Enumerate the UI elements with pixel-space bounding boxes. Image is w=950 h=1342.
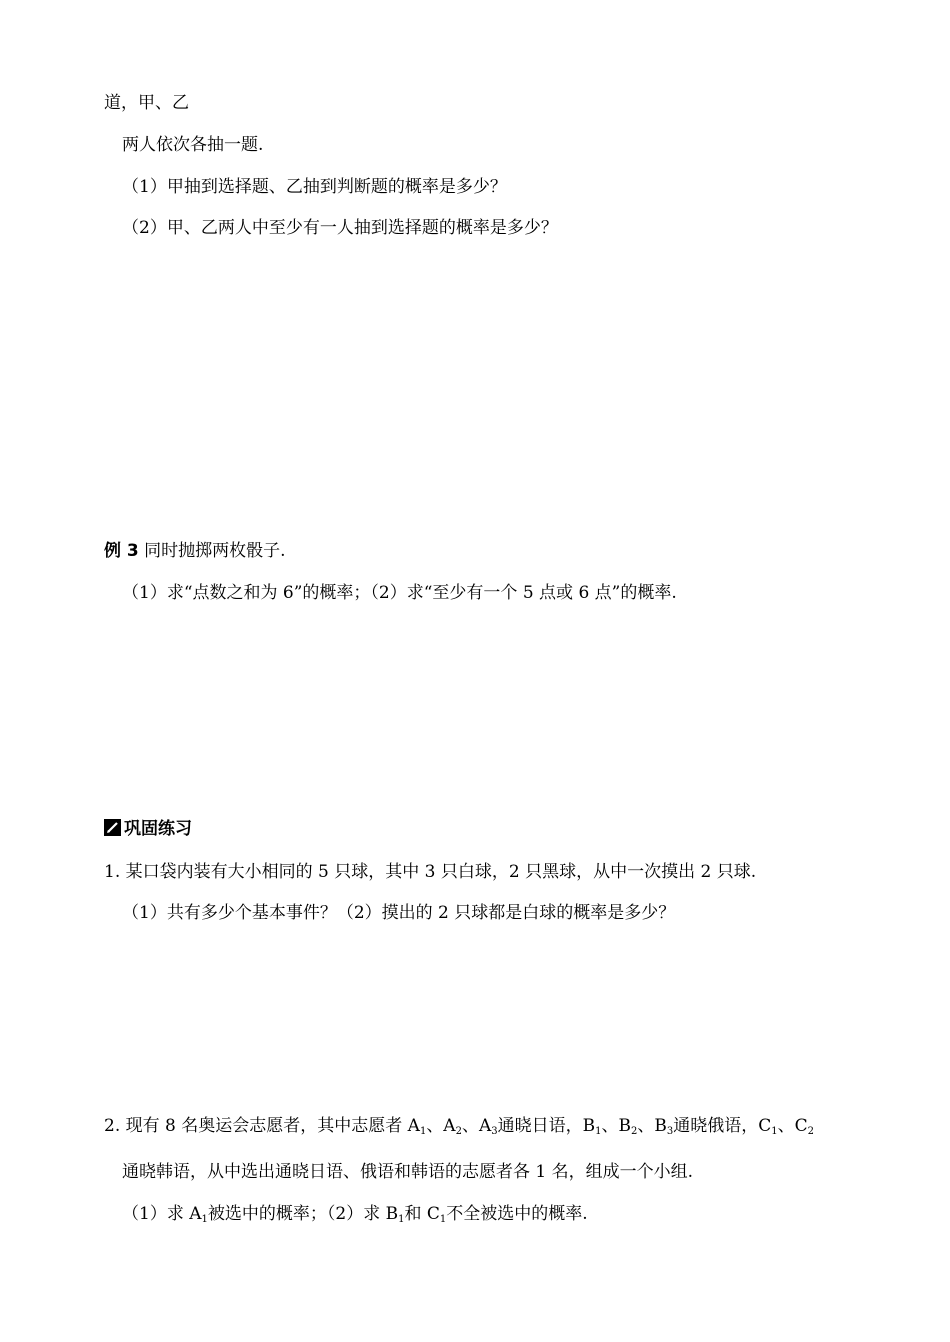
example-3-question: （1）求“点数之和为 6”的概率；（2）求“至少有一个 5 点或 6 点”的概率. [122, 583, 677, 603]
practice-2-line-2: 通晓韩语，从中选出通晓日语、俄语和韩语的志愿者各 1 名，组成一个小组. [122, 1162, 694, 1182]
example-3-label: 例 3 [104, 541, 139, 561]
practice-heading [104, 818, 192, 840]
ex2-line-2: 两人依次各抽一题. [122, 135, 264, 155]
practice-title: 巩固练习 [124, 819, 192, 839]
example-3 [104, 540, 286, 562]
ex2-question-2: （2）甲、乙两人中至少有一人抽到选择题的概率是多少？ [122, 218, 558, 238]
practice-2-line-1: 2. 现有 8 名奥运会志愿者，其中志愿者 $A_1$、$A_2$、$A_3$通晓日语，$B_1$、$B_2$、$B_3$通晓俄语，$C_1$、$C_2$ [104, 1116, 815, 1137]
ex2-question-1: （1）甲抽到选择题、乙抽到判断题的概率是多少？ [122, 177, 507, 197]
pencil-icon [104, 819, 121, 836]
ex2-line-1: 道，甲、乙 [104, 93, 189, 113]
practice-1-text: 1. 某口袋内装有大小相同的 5 只球，其中 3 只白球，2 只黑球，从中一次摸出 2 只球. [104, 862, 757, 882]
example-3-text: 同时抛掷两枚骰子. [144, 541, 286, 561]
practice-1-question: （1）共有多少个基本事件？（2）摸出的 2 只球都是白球的概率是多少？ [122, 903, 676, 923]
practice-2-question: （1）求 $A_1$被选中的概率；（2）求 $B_1$和 $C_1$不全被选中的概率. [122, 1204, 588, 1225]
